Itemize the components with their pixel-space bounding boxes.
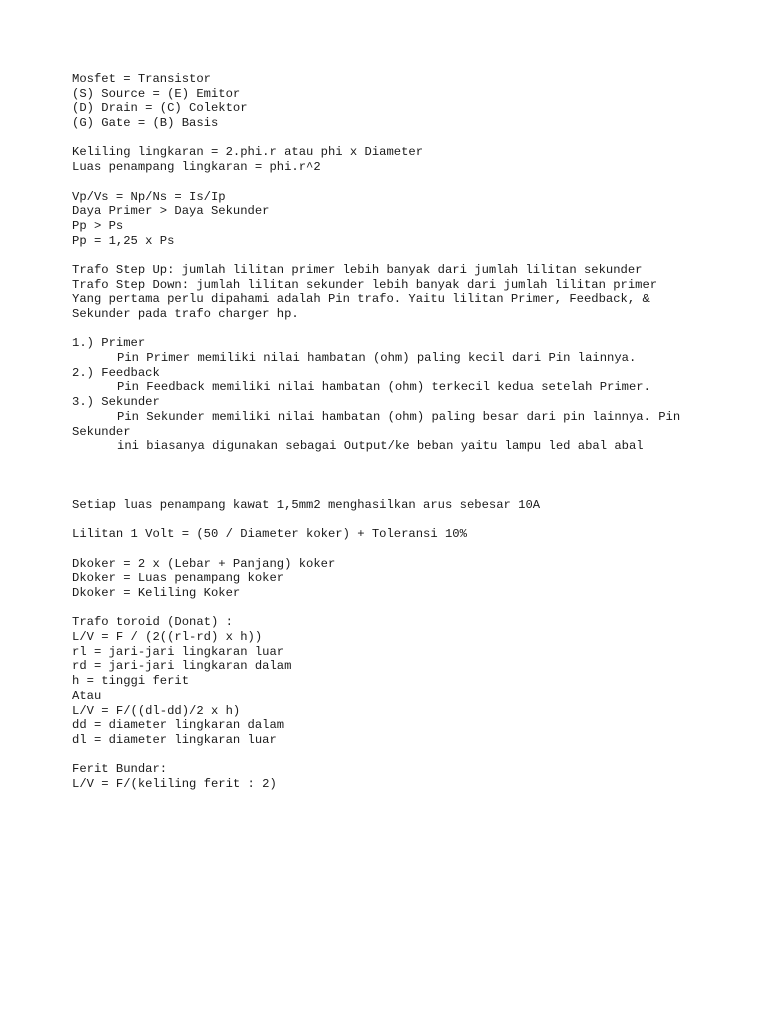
list-item-desc: Pin Feedback memiliki nilai hambatan (ohm) terkecil kedua setelah Primer.	[117, 380, 651, 395]
text-line: Trafo toroid (Donat) :	[72, 615, 233, 630]
text-line: Ferit Bundar:	[72, 762, 168, 777]
text-line: Dkoker = Luas penampang koker	[72, 571, 285, 586]
text-line: rl = jari-jari lingkaran luar	[72, 644, 285, 659]
list-item-desc: Pin Sekunder memiliki nilai hambatan (ohm) paling besar dari pin lainnya. Pin	[117, 409, 681, 424]
text-line: Dkoker = Keliling Koker	[72, 586, 241, 600]
list-item-title: 3.) Sekunder	[72, 395, 160, 410]
spacer	[72, 542, 712, 557]
text-line: Keliling lingkaran = 2.phi.r atau phi x Diameter	[72, 145, 424, 160]
lilitan-section	[72, 527, 712, 542]
text-line: (S) Source = (E) Emitor	[72, 86, 241, 101]
list-item-title: 2.) Feedback	[72, 365, 160, 380]
text-line: rd = jari-jari lingkaran dalam	[72, 659, 292, 674]
lingkaran-section	[72, 145, 712, 174]
spacer	[72, 748, 712, 763]
text-line: Sekunder pada trafo charger hp.	[72, 307, 299, 321]
text-line: dd = diameter lingkaran dalam	[72, 718, 285, 733]
pins-section	[72, 336, 712, 454]
text-line: Trafo Step Up: jumlah lilitan primer lebih banyak dari jumlah lilitan sekunder	[72, 262, 643, 277]
text-line: L/V = F / (2((rl-rd) x h))	[72, 630, 263, 645]
text-line: Luas penampang lingkaran = phi.r^2	[72, 160, 321, 175]
text-line: Setiap luas penampang kawat 1,5mm2 menghasilkan arus sebesar 10A	[72, 497, 541, 512]
list-item-title: 1.) Primer	[72, 336, 146, 351]
toroid-section	[72, 615, 712, 747]
ferit-section	[72, 762, 712, 791]
text-line: Vp/Vs = Np/Ns = Is/Ip	[72, 189, 226, 204]
spacer	[72, 513, 712, 528]
text-line: Lilitan 1 Volt = (50 / Diameter koker) + Toleransi 10%	[72, 527, 467, 542]
text-line: dl = diameter lingkaran luar	[72, 732, 277, 747]
list-item-desc: Pin Primer memiliki nilai hambatan (ohm) paling kecil dari Pin lainnya.	[117, 351, 637, 366]
text-line: (D) Drain = (C) Colektor	[72, 101, 248, 116]
kawat-section	[72, 498, 712, 513]
text-line: Pp = 1,25 x Ps	[72, 233, 175, 248]
daya-section	[72, 190, 712, 249]
text-line: (G) Gate = (B) Basis	[72, 116, 219, 131]
text-line: Trafo Step Down: jumlah lilitan sekunder lebih banyak dari jumlah lilitan primer	[72, 277, 658, 292]
text-line: L/V = F/(keliling ferit : 2)	[72, 776, 277, 791]
text-line: h = tinggi ferit	[72, 674, 190, 689]
spacer	[72, 322, 712, 337]
list-item-desc: ini biasanya digunakan sebagai Output/ke beban yaitu lampu led abal abal	[117, 439, 644, 454]
text-line: Pp > Ps	[72, 218, 124, 233]
text-line: Atau	[72, 688, 102, 703]
mosfet-section	[72, 72, 712, 131]
spacer	[72, 248, 712, 263]
trafo-section	[72, 263, 712, 322]
spacer	[72, 131, 712, 146]
text-line: L/V = F/((dl-dd)/2 x h)	[72, 703, 241, 718]
list-item-desc: Sekunder	[72, 424, 131, 439]
document-body	[72, 72, 712, 792]
dkoker-section	[72, 557, 712, 601]
spacer	[72, 175, 712, 190]
text-line: Mosfet = Transistor	[72, 72, 211, 86]
text-line: Daya Primer > Daya Sekunder	[72, 204, 270, 219]
text-line: Dkoker = 2 x (Lebar + Panjang) koker	[72, 556, 336, 571]
spacer	[72, 454, 712, 498]
text-line: Yang pertama perlu dipahami adalah Pin trafo. Yaitu lilitan Primer, Feedback, &	[72, 292, 650, 307]
spacer	[72, 601, 712, 616]
